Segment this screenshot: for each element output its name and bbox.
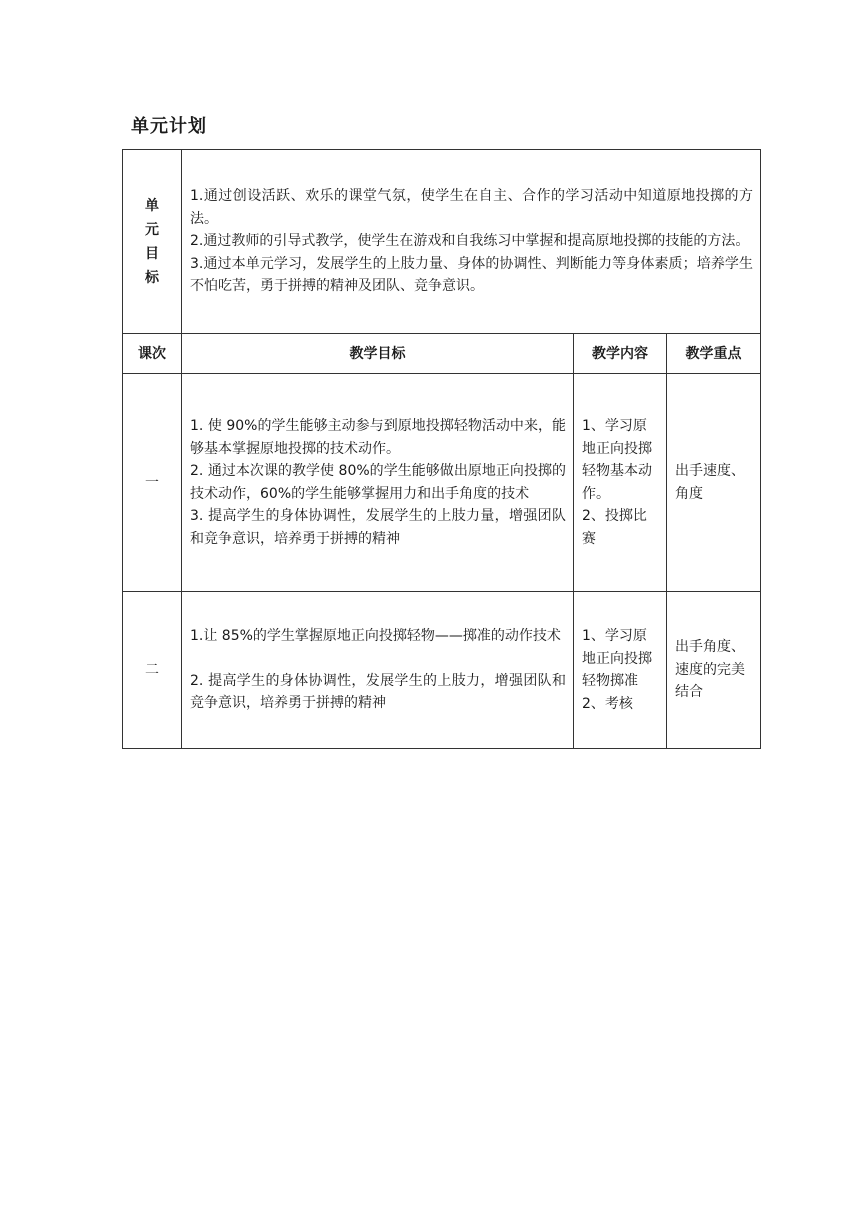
header-row — [123, 334, 761, 374]
lesson-key-points-text: 出手角度、速度的完美结合 — [675, 639, 745, 701]
unit-goals-label — [123, 150, 182, 334]
header-lesson: 课次 — [123, 334, 182, 374]
lesson-objective-item: 1. 使 90%的学生能够主动参与到原地投掷轻物活动中来，能够基本掌握原地投掷的技术动作。 — [190, 418, 566, 457]
lesson-content-item: 1、学习原地正向投掷轻物基本动作。 — [582, 418, 652, 502]
lesson-content — [574, 374, 667, 592]
lesson-key-points — [667, 592, 761, 749]
lesson-content-item: 2、投掷比赛 — [582, 508, 647, 547]
unit-goal-item: 2.通过教师的引导式教学，使学生在游戏和自我练习中掌握和提高原地投掷的技能的方法。 — [190, 233, 750, 250]
header-content: 教学内容 — [574, 334, 667, 374]
lesson-row — [123, 592, 761, 749]
lesson-key-points — [667, 374, 761, 592]
lesson-number: 一 — [123, 374, 182, 592]
header-objectives: 教学目标 — [182, 334, 574, 374]
lesson-number: 二 — [123, 592, 182, 749]
unit-goals-label-char: 元 — [145, 221, 159, 238]
lesson-content-item: 1、学习原地正向投掷轻物掷准 — [582, 628, 652, 689]
unit-goal-item: 3.通过本单元学习，发展学生的上肢力量、身体的协调性、判断能力等身体素质；培养学生不怕吃苦，勇于拼搏的精神及团队、竞争意识。 — [190, 255, 754, 295]
lesson-content — [574, 592, 667, 749]
unit-goals-label-char: 目 — [145, 245, 159, 262]
page-title: 单元计划 — [131, 116, 207, 137]
lesson-objective-item: 2. 通过本次课的教学使 80%的学生能够做出原地正向投掷的技术动作，60%的学生能够掌握用力和出手角度的技术 — [190, 463, 566, 502]
unit-goals-row — [123, 150, 761, 334]
lesson-objective-item: 2. 提高学生的身体协调性，发展学生的上肢力，增强团队和竞争意识，培养勇于拼搏的精神 — [190, 672, 566, 712]
lesson-objective-item: 1.让 85%的学生掌握原地正向投掷轻物——掷准的动作技术 — [190, 628, 561, 645]
unit-goal-item: 1.通过创设活跃、欢乐的课堂气氛，使学生在自主、合作的学习活动中知道原地投掷的方法。 — [190, 188, 754, 227]
lesson-objectives — [182, 374, 574, 592]
unit-goals-text — [182, 150, 761, 334]
lesson-objectives — [182, 592, 574, 749]
unit-plan-table — [122, 149, 761, 749]
lesson-objective-item: 3. 提高学生的身体协调性，发展学生的上肢力量，增强团队和竞争意识，培养勇于拼搏的精神 — [190, 508, 566, 547]
lesson-key-points-text: 出手速度、角度 — [675, 463, 745, 502]
lesson-content-item: 2、考核 — [582, 695, 633, 712]
lesson-row — [123, 374, 761, 592]
unit-goals-label-char: 标 — [145, 269, 159, 286]
unit-goals-label-char: 单 — [145, 197, 159, 214]
header-key-points: 教学重点 — [667, 334, 761, 374]
